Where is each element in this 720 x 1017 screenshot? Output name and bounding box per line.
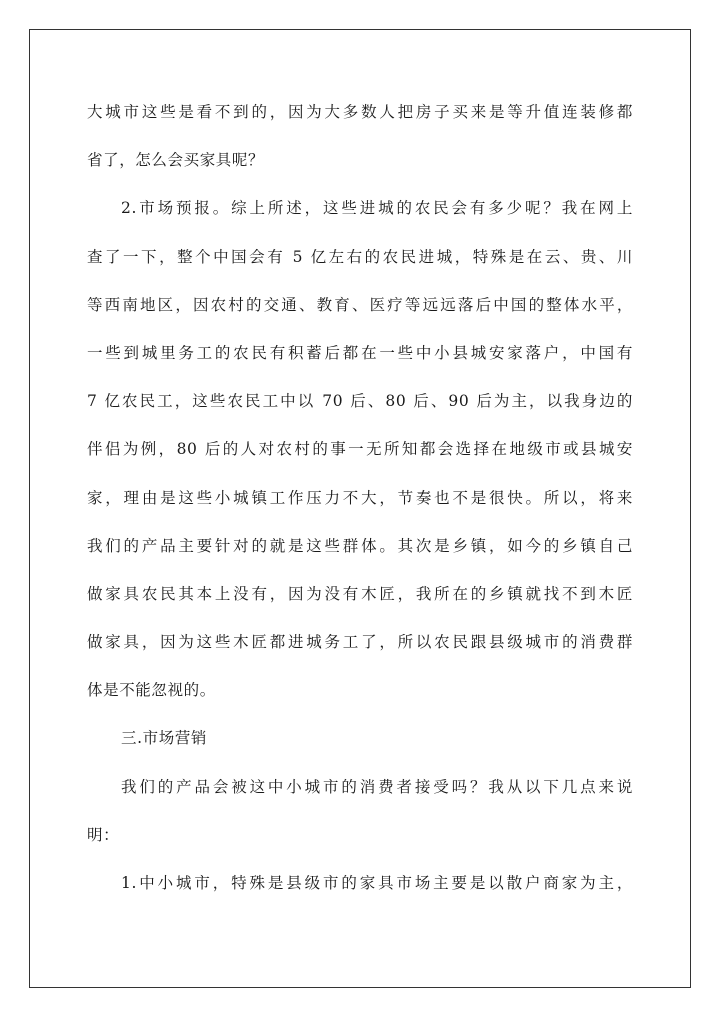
text-line: 2.市场预报。综上所述，这些进城的农民会有多少呢？我在网上 (121, 199, 633, 218)
text-line: 我们的产品会被这中小城市的消费者接受吗？我从以下几点来说 (121, 777, 633, 796)
text-line: 等西南地区，因农村的交通、教育、医疗等远远落后中国的整体水平， (87, 295, 633, 314)
text-line: 做家具，因为这些木匠都进城务工了，所以农民跟县级城市的消费群 (87, 633, 633, 652)
text-line: 查了一下，整个中国会有 5 亿左右的农民进城，特殊是在云、贵、川 (87, 247, 633, 266)
text-line: 体是不能忽视的。 (87, 681, 216, 700)
text-line: 省了，怎么会买家具呢？ (87, 151, 265, 170)
body-text (87, 94, 633, 913)
text-line: 做家具农民其本上没有，因为没有木匠，我所在的乡镇就找不到木匠 (87, 584, 633, 603)
text-line: 7 亿农民工，这些农民工中以 70 后、80 后、90 后为主，以我身边的 (87, 392, 633, 411)
text-line: 一些到城里务工的农民有积蓄后都在一些中小县城安家落户，中国有 (87, 343, 633, 362)
text-line: 家，理由是这些小城镇工作压力不大，节奏也不是很快。所以，将来 (87, 488, 633, 507)
text-line: 我们的产品主要针对的就是这些群体。其次是乡镇，如今的乡镇自己 (87, 536, 633, 555)
text-line: 大城市这些是看不到的，因为大多数人把房子买来是等升值连装修都 (87, 103, 633, 121)
text-line: 伴侣为例，80 后的人对农村的事一无所知都会选择在地级市或县城安 (87, 440, 633, 459)
text-line: 明： (87, 825, 120, 844)
text-line: 1.中小城市，特殊是县级市的家具市场主要是以散户商家为主， (121, 874, 633, 892)
section-heading: 三.市场营销 (121, 729, 208, 748)
